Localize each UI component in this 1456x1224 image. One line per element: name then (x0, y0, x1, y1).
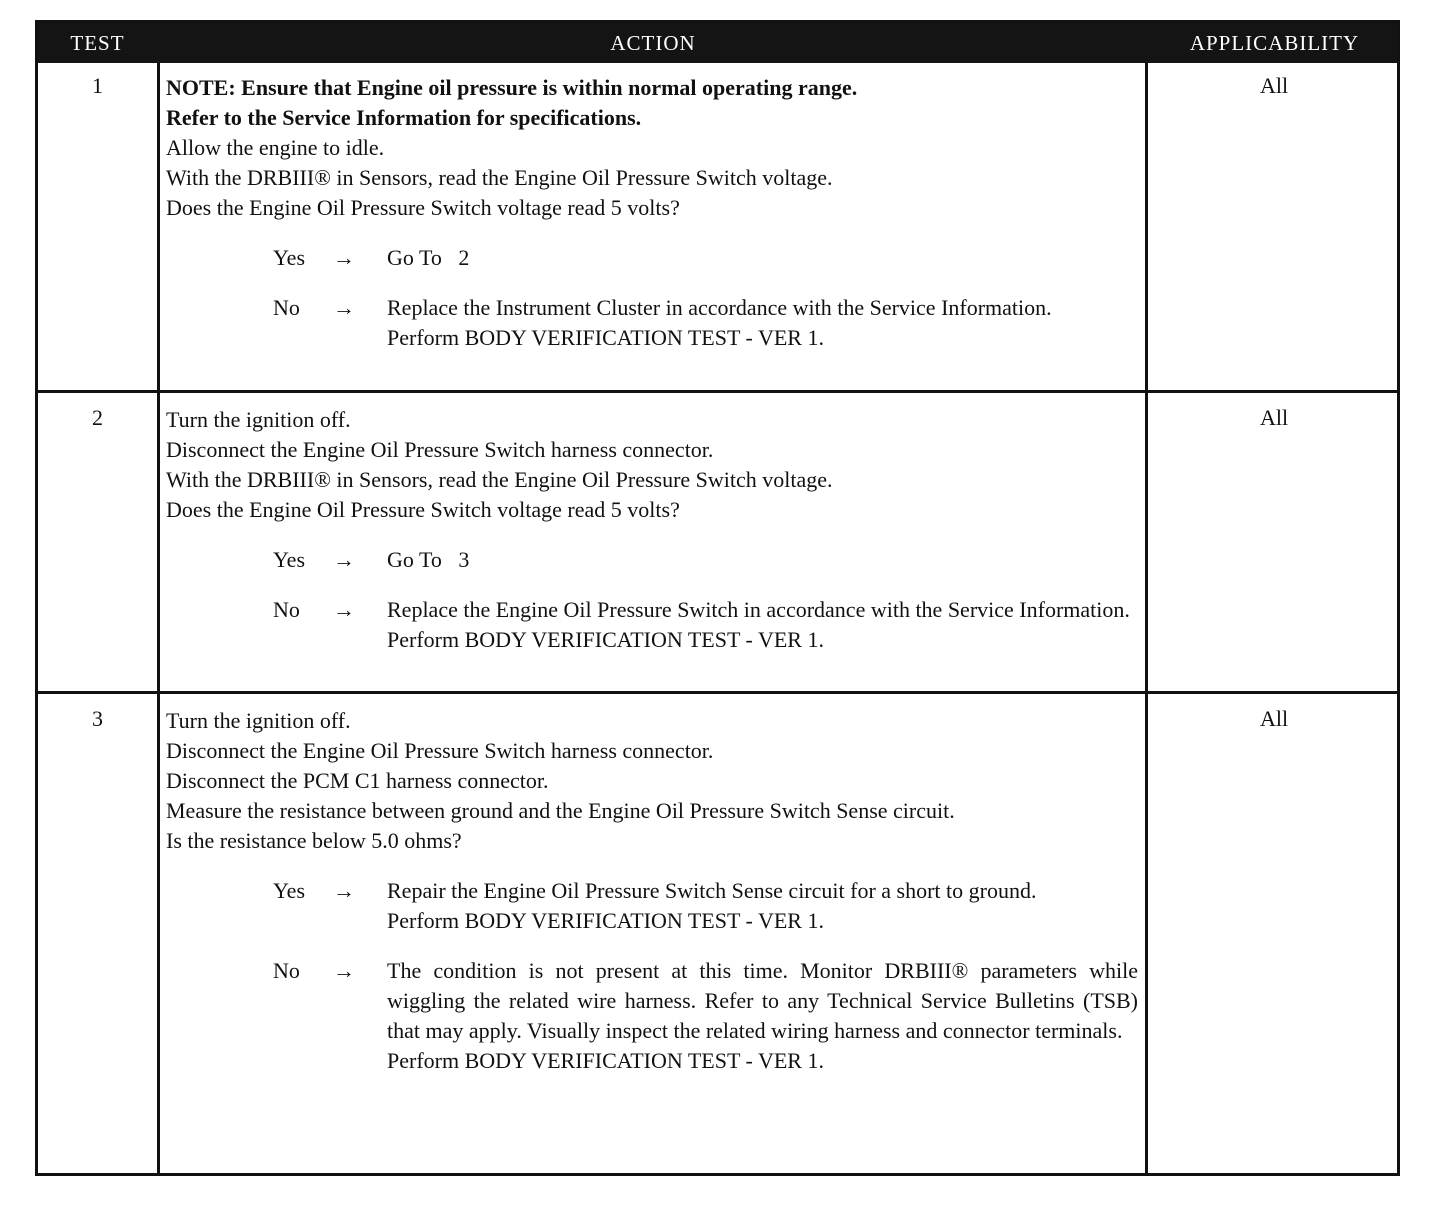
header-action: ACTION (610, 31, 696, 55)
header-test: TEST (70, 31, 125, 55)
response-text: Perform BODY VERIFICATION TEST - VER 1. (387, 627, 824, 652)
response-yes (166, 243, 1138, 273)
action-line: Does the Engine Oil Pressure Switch voltage read 5 volts? (166, 497, 680, 522)
answer-label: Yes (273, 878, 306, 903)
response-text: Go To 3 (387, 547, 470, 572)
diagnostic-test-table (35, 20, 1400, 1176)
response-no (166, 293, 1138, 353)
table-header (38, 23, 1397, 63)
response-text: Repair the Engine Oil Pressure Switch Sense circuit for a short to ground. (387, 878, 1037, 903)
arrow-icon: → (333, 547, 355, 572)
action-line: With the DRBIII® in Sensors, read the Engine Oil Pressure Switch voltage. (166, 467, 833, 492)
action-line: Disconnect the PCM C1 harness connector. (166, 768, 549, 793)
action-cell (166, 706, 1138, 1076)
arrow-icon: → (333, 295, 355, 320)
response-text: Perform BODY VERIFICATION TEST - VER 1. (387, 1048, 824, 1073)
note-line: NOTE: Ensure that Engine oil pressure is within normal operating range. (166, 75, 858, 100)
response-text: Replace the Instrument Cluster in accordance with the Service Information. (387, 295, 1052, 320)
note-line: Refer to the Service Information for specifications. (166, 105, 642, 130)
test-number: 3 (92, 706, 103, 731)
action-line: Measure the resistance between ground and the Engine Oil Pressure Switch Sense circuit. (166, 798, 955, 823)
action-line: Disconnect the Engine Oil Pressure Switch harness connector. (166, 437, 714, 462)
response-text: Perform BODY VERIFICATION TEST - VER 1. (387, 908, 824, 933)
action-line: Turn the ignition off. (166, 407, 351, 432)
action-line: Is the resistance below 5.0 ohms? (166, 828, 462, 853)
action-line: Does the Engine Oil Pressure Switch voltage read 5 volts? (166, 195, 680, 220)
response-text: Perform BODY VERIFICATION TEST - VER 1. (387, 325, 824, 350)
applicability-cell: All (1259, 405, 1289, 430)
row-divider (38, 691, 1397, 694)
action-line: Turn the ignition off. (166, 708, 351, 733)
header-applicability: APPLICABILITY (1189, 31, 1360, 55)
answer-label: No (273, 958, 300, 983)
arrow-icon: → (333, 245, 355, 270)
answer-label: No (273, 597, 300, 622)
response-text: Go To 2 (387, 245, 470, 270)
row-divider (38, 390, 1397, 393)
applicability-cell: All (1259, 73, 1289, 98)
arrow-icon: → (333, 878, 355, 903)
action-cell (166, 73, 1138, 353)
action-cell (166, 405, 1138, 655)
response-yes (166, 876, 1138, 936)
test-number: 2 (92, 405, 103, 430)
response-text: The condition is not present at this time. Monitor DRBIII® parameters while wiggling the related wire harness. Refer to any Technical Service Bulletins (TSB) that may apply. Visually inspect the related wiring harness and connector terminals. (387, 958, 1138, 1043)
arrow-icon: → (333, 958, 355, 983)
answer-label: No (273, 295, 300, 320)
action-line: Disconnect the Engine Oil Pressure Switch harness connector. (166, 738, 714, 763)
column-divider (157, 63, 160, 1173)
action-line: Allow the engine to idle. (166, 135, 385, 160)
answer-label: Yes (273, 245, 306, 270)
arrow-icon: → (333, 597, 355, 622)
response-text: Replace the Engine Oil Pressure Switch in accordance with the Service Information. (387, 597, 1130, 622)
test-number: 1 (92, 73, 103, 98)
response-no (166, 956, 1138, 1076)
column-divider (1145, 63, 1148, 1173)
action-line: With the DRBIII® in Sensors, read the Engine Oil Pressure Switch voltage. (166, 165, 833, 190)
response-yes (166, 545, 1138, 575)
applicability-cell: All (1259, 706, 1289, 731)
response-no (166, 595, 1138, 655)
answer-label: Yes (273, 547, 306, 572)
